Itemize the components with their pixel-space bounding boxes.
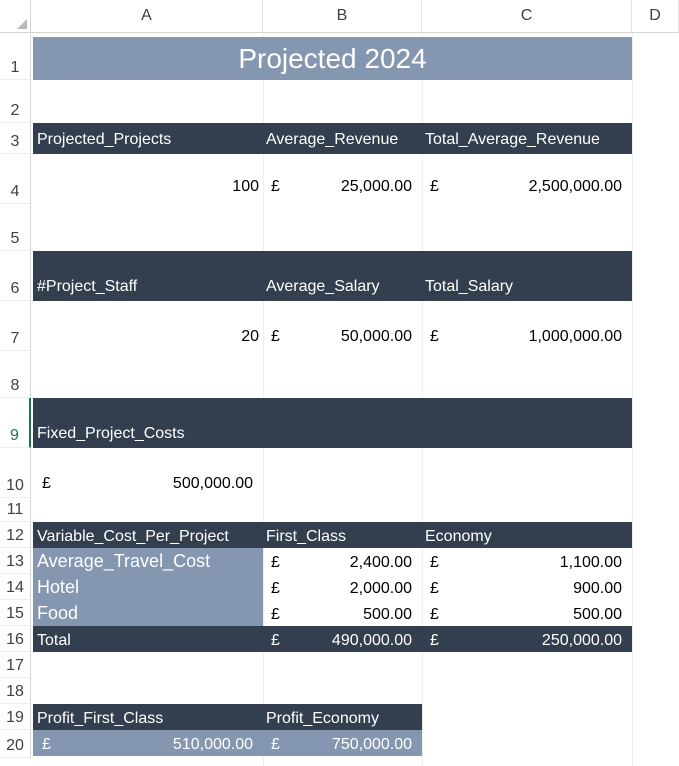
- currency-symbol: £: [430, 178, 439, 195]
- currency-symbol: £: [430, 554, 439, 571]
- header-average-salary[interactable]: Average_Salary: [266, 278, 380, 295]
- hotel-first-class-value[interactable]: 2,000.00: [349, 580, 412, 597]
- row-header-3[interactable]: 3: [0, 123, 31, 154]
- profit-economy-value[interactable]: 750,000.00: [331, 736, 412, 753]
- header-total-average-revenue[interactable]: Total_Average_Revenue: [425, 131, 600, 148]
- travel-first-class-value[interactable]: 2,400.00: [349, 554, 412, 571]
- currency-symbol: £: [42, 736, 51, 753]
- currency-symbol: £: [430, 632, 439, 649]
- label-hotel[interactable]: Hotel: [37, 577, 80, 597]
- gridline: [632, 33, 633, 766]
- currency-symbol: £: [430, 580, 439, 597]
- header-projected-projects[interactable]: Projected_Projects: [37, 131, 172, 148]
- header-profit-economy[interactable]: Profit_Economy: [266, 710, 379, 727]
- label-average-travel-cost[interactable]: Average_Travel_Cost: [37, 551, 211, 571]
- header-fixed-project-costs[interactable]: Fixed_Project_Costs: [37, 425, 185, 442]
- row-header-16[interactable]: 16: [0, 626, 31, 652]
- currency-symbol: £: [271, 606, 280, 623]
- fixed-project-costs-value[interactable]: 500,000.00: [172, 475, 253, 492]
- row-header-17[interactable]: 17: [0, 652, 31, 678]
- column-header-a[interactable]: A: [31, 0, 263, 33]
- row-header-9[interactable]: 9: [0, 398, 31, 448]
- column-header-d[interactable]: D: [632, 0, 679, 33]
- food-first-class-value[interactable]: 500.00: [363, 606, 412, 623]
- row-header-13[interactable]: 13: [0, 548, 31, 574]
- row-header-7[interactable]: 7: [0, 301, 31, 351]
- project-staff-value[interactable]: 20: [241, 328, 259, 345]
- currency-symbol: £: [42, 475, 51, 492]
- header-economy[interactable]: Economy: [425, 528, 492, 545]
- row-header-1[interactable]: 1: [0, 33, 31, 80]
- total-average-revenue-value[interactable]: 2,500,000.00: [528, 178, 622, 195]
- column-header-c[interactable]: C: [422, 0, 632, 33]
- currency-symbol: £: [271, 736, 280, 753]
- currency-symbol: £: [271, 178, 280, 195]
- currency-symbol: £: [271, 632, 280, 649]
- label-total[interactable]: Total: [37, 632, 71, 649]
- total-economy-value[interactable]: 250,000.00: [541, 632, 622, 649]
- travel-economy-value[interactable]: 1,100.00: [559, 554, 622, 571]
- currency-symbol: £: [430, 606, 439, 623]
- row-header-12[interactable]: 12: [0, 522, 31, 548]
- total-salary-value[interactable]: 1,000,000.00: [528, 328, 622, 345]
- row-header-5[interactable]: 5: [0, 204, 31, 251]
- header-first-class[interactable]: First_Class: [266, 528, 347, 545]
- row-header-20[interactable]: 20: [0, 730, 31, 758]
- average-salary-value[interactable]: 50,000.00: [340, 328, 412, 345]
- header-average-revenue[interactable]: Average_Revenue: [266, 131, 399, 148]
- label-food[interactable]: Food: [37, 603, 79, 623]
- profit-first-class-value[interactable]: 510,000.00: [172, 736, 253, 753]
- row-header-18[interactable]: 18: [0, 678, 31, 704]
- row-header-8[interactable]: 8: [0, 351, 31, 398]
- column-header-b[interactable]: B: [263, 0, 422, 33]
- currency-symbol: £: [271, 554, 280, 571]
- currency-symbol: £: [430, 328, 439, 345]
- row-header-15[interactable]: 15: [0, 600, 31, 626]
- row-header-2[interactable]: 2: [0, 80, 31, 123]
- row-header-14[interactable]: 14: [0, 574, 31, 600]
- select-all-corner[interactable]: [0, 0, 31, 33]
- row-header-10[interactable]: 10: [0, 448, 31, 498]
- row-header-6[interactable]: 6: [0, 251, 31, 301]
- average-revenue-value[interactable]: 25,000.00: [340, 178, 412, 195]
- currency-symbol: £: [271, 328, 280, 345]
- projected-projects-value[interactable]: 100: [232, 178, 259, 195]
- food-economy-value[interactable]: 500.00: [573, 606, 622, 623]
- row-header-4[interactable]: 4: [0, 154, 31, 204]
- header-profit-first-class[interactable]: Profit_First_Class: [37, 710, 164, 727]
- page-title[interactable]: Projected 2024: [33, 37, 632, 80]
- header-total-salary[interactable]: Total_Salary: [425, 278, 514, 295]
- header-variable-cost-per-project[interactable]: Variable_Cost_Per_Project: [37, 528, 229, 545]
- hotel-economy-value[interactable]: 900.00: [573, 580, 622, 597]
- row-header-11[interactable]: 11: [0, 498, 31, 522]
- header-project-staff[interactable]: #Project_Staff: [37, 278, 138, 295]
- total-first-class-value[interactable]: 490,000.00: [331, 632, 412, 649]
- row-header-19[interactable]: 19: [0, 704, 31, 730]
- currency-symbol: £: [271, 580, 280, 597]
